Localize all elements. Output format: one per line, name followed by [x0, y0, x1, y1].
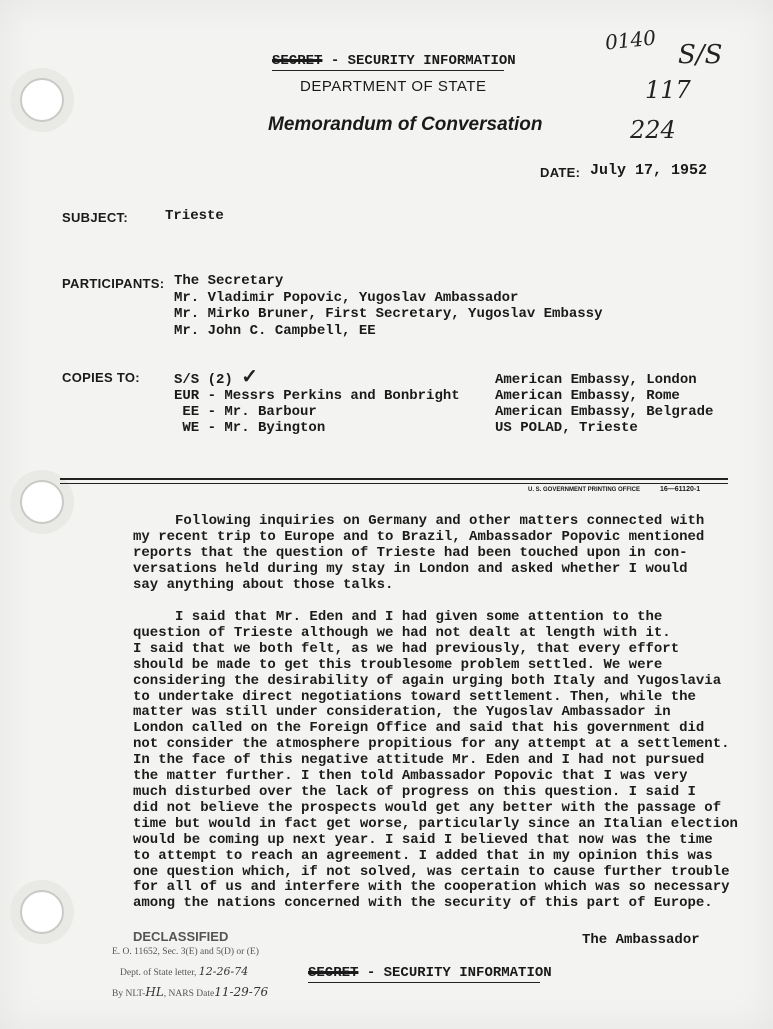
- punch-hole-bottom: [20, 890, 64, 934]
- separator-rule-bottom: [60, 483, 728, 484]
- classification-footer-struck: SECRET: [308, 965, 359, 981]
- punch-hole-top: [20, 78, 64, 122]
- handwritten-number-224: 224: [630, 116, 676, 144]
- handwritten-number-117: 117: [645, 76, 691, 104]
- participant: Mr. John C. Campbell, EE: [174, 322, 376, 339]
- printing-office-label: U. S. GOVERNMENT PRINTING OFFICE: [528, 487, 641, 493]
- body-paragraph-2: I said that Mr. Eden and I had given some attention to the question of Trieste although we had not dealt at length with it. I said that we both felt, as we had previously, that every effort should be made to get this troublesome problem settled. We were considering the desirability of again urging both Italy and Yugoslavia to undertake direct negotiations toward settlement. Then, while the matter was still under consideration, the Yugoslav Ambassador in London called on the Foreign Office and said that his government did not consider the atmosphere propitious for any attempt at a settlement. In the face of this negative attitude Mr. Eden and I had not pursued the matter further. I then told Ambassador Popovic that I was very much disturbed over the lack of progress on this question. I said I did not believe the prospects would get any better with the passage of time but would in fact get worse, particularly since an Italian election would be coming up next year. I said I believed that now was the time to attempt to reach an agreement. I added that in my opinion this was one question which, if not solved, was certain to cause further trouble for all of us and interfere with the cooperation which was so necessary among the nations concerned with the security of this part of Europe.: [133, 609, 738, 912]
- subject-value: Trieste: [165, 208, 224, 224]
- punch-hole-middle: [20, 480, 64, 524]
- classification-text: - SECURITY INFORMATION: [322, 53, 516, 69]
- classification-struck: SECRET: [272, 53, 323, 69]
- classification-footer: [308, 965, 552, 981]
- classification-header: [272, 53, 516, 69]
- department-name: DEPARTMENT OF STATE: [300, 78, 487, 95]
- copy-recipient-text: S/S (2): [174, 372, 233, 388]
- declassified-nars-date: 11-29-76: [214, 985, 269, 999]
- classification-footer-underline: [308, 982, 540, 983]
- copies-label: COPIES TO:: [62, 370, 140, 385]
- participant: The Secretary: [174, 273, 284, 289]
- declassified-initials: HL: [145, 985, 164, 999]
- copy-recipient: WE - Mr. Byington: [174, 420, 326, 436]
- copy-recipient: American Embassy, Belgrade: [495, 404, 714, 420]
- continuation-text: The Ambassador: [582, 932, 700, 948]
- handwritten-office: S/S: [678, 40, 723, 70]
- declassified-line-2: [120, 965, 248, 978]
- classification-underline: [272, 70, 504, 71]
- declassified-line-1: E. O. 11652, Sec. 3(E) and 5(D) or (E): [112, 947, 259, 957]
- check-mark-icon: ✓: [241, 364, 258, 388]
- copy-recipient: EE - Mr. Barbour: [174, 404, 317, 420]
- declassified-nars-label: , NARS Date: [163, 989, 215, 999]
- declassified-title: DECLASSIFIED: [133, 929, 229, 944]
- body-paragraph-1: Following inquiries on Germany and other matters connected with my recent trip to Europe and to Brazil, Ambassador Popovic mentioned reports that the question of Trieste had been touched upon in con- versations held during my stay in London and asked whether I would say anything about those talks.: [133, 513, 705, 593]
- separator-rule-top: [60, 478, 728, 480]
- printing-office-number: 16—61120-1: [660, 486, 701, 493]
- copy-recipient: American Embassy, Rome: [495, 388, 680, 404]
- declassified-line-3: [112, 985, 268, 999]
- participant: Mr. Mirko Bruner, First Secretary, Yugoslav Embassy: [174, 306, 603, 322]
- copy-recipient: US POLAD, Trieste: [495, 420, 638, 436]
- handwritten-file-number: 0140: [603, 25, 658, 55]
- participants-list: [174, 273, 602, 339]
- copy-recipient: [174, 364, 460, 388]
- copy-recipient: EUR - Messrs Perkins and Bonbright: [174, 388, 460, 404]
- participants-label: PARTICIPANTS:: [62, 276, 165, 291]
- declassified-by-label: By NLT-: [112, 989, 146, 999]
- subject-label: SUBJECT:: [62, 210, 128, 225]
- copy-recipient: American Embassy, London: [495, 372, 697, 388]
- copies-right-list: [495, 372, 713, 436]
- declassified-letter-date: 12-26-74: [198, 965, 249, 978]
- declassified-line-2-text: Dept. of State letter,: [120, 968, 197, 978]
- date-value: July 17, 1952: [590, 162, 708, 179]
- participant: Mr. Vladimir Popovic, Yugoslav Ambassador: [174, 289, 519, 306]
- classification-footer-text: - SECURITY INFORMATION: [358, 965, 552, 981]
- copies-left-list: [174, 364, 460, 436]
- memo-title: Memorandum of Conversation: [268, 114, 543, 135]
- date-label: DATE:: [540, 165, 581, 180]
